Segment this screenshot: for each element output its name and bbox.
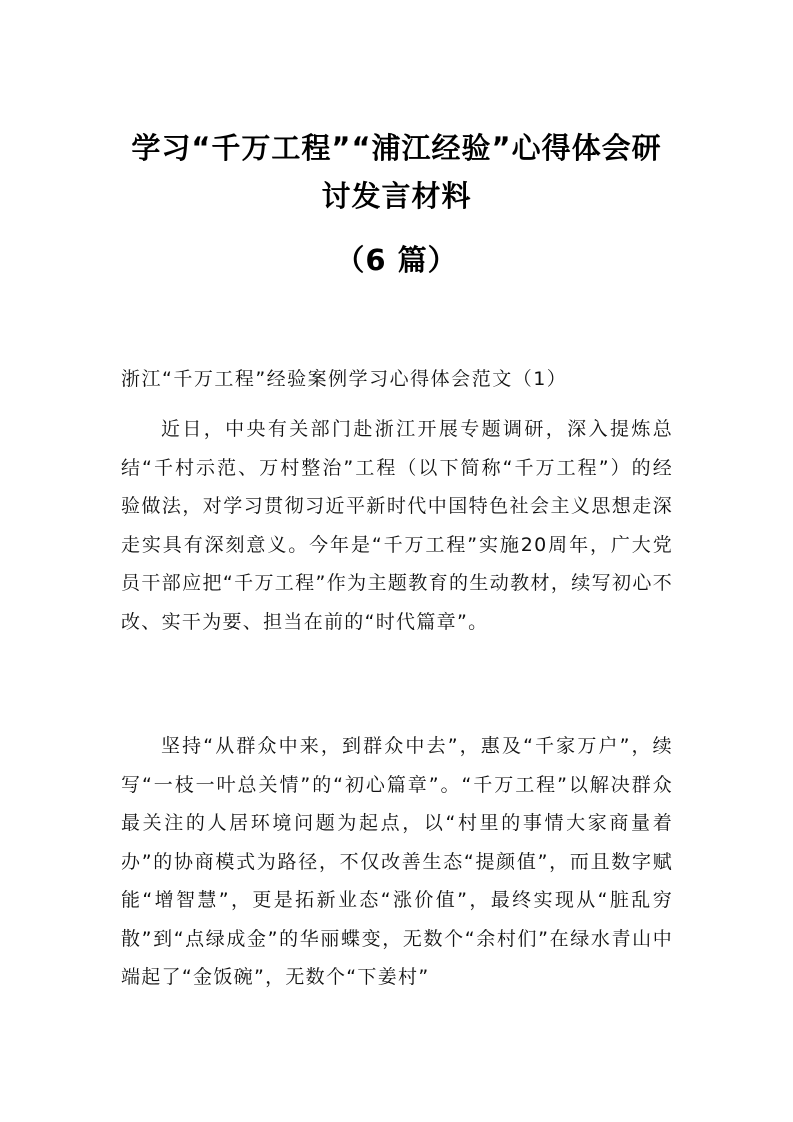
section-heading: 浙江“千万工程”经验案例学习心得体会范文（1） [121,368,568,390]
document-title-line-2: 讨发言材料 [321,179,472,213]
body-paragraph-1: 近日，中央有关部门赴浙江开展专题调研，深入提炼总结“千村示范、万村整治”工程（以下简称“千万工程”）的经验做法，对学习贯彻习近平新时代中国特色社会主义思想走深走实具有深刻意义。今年是“千万工程”实施20周年，广大党员干部应把“千万工程”作为主题教育的生动教材，续写初心不改、实干为要、担当在前的“时代篇章”。 [121,418,673,633]
body-paragraph-2: 坚持“从群众中来，到群众中去”，惠及“千家万户”，续写“一枝一叶总关情”的“初心篇章”。“千万工程”以解决群众最关注的人居环境问题为起点，以“村里的事情大家商量着办”的协商模式为路径，不仅改善生态“提颜值”，而且数字赋能“增智慧”，更是拓新业态“涨价值”，最终实现从“脏乱穷散”到“点绿成金”的华丽蝶变，无数个“余村们”在绿水青山中端起了“金饭碗”，无数个“下姜村” [121,735,673,988]
document-title-line-1: 学习“千万工程”“浦江经验”心得体会研 [131,131,662,165]
document-article-count: （6 篇） [335,243,458,277]
